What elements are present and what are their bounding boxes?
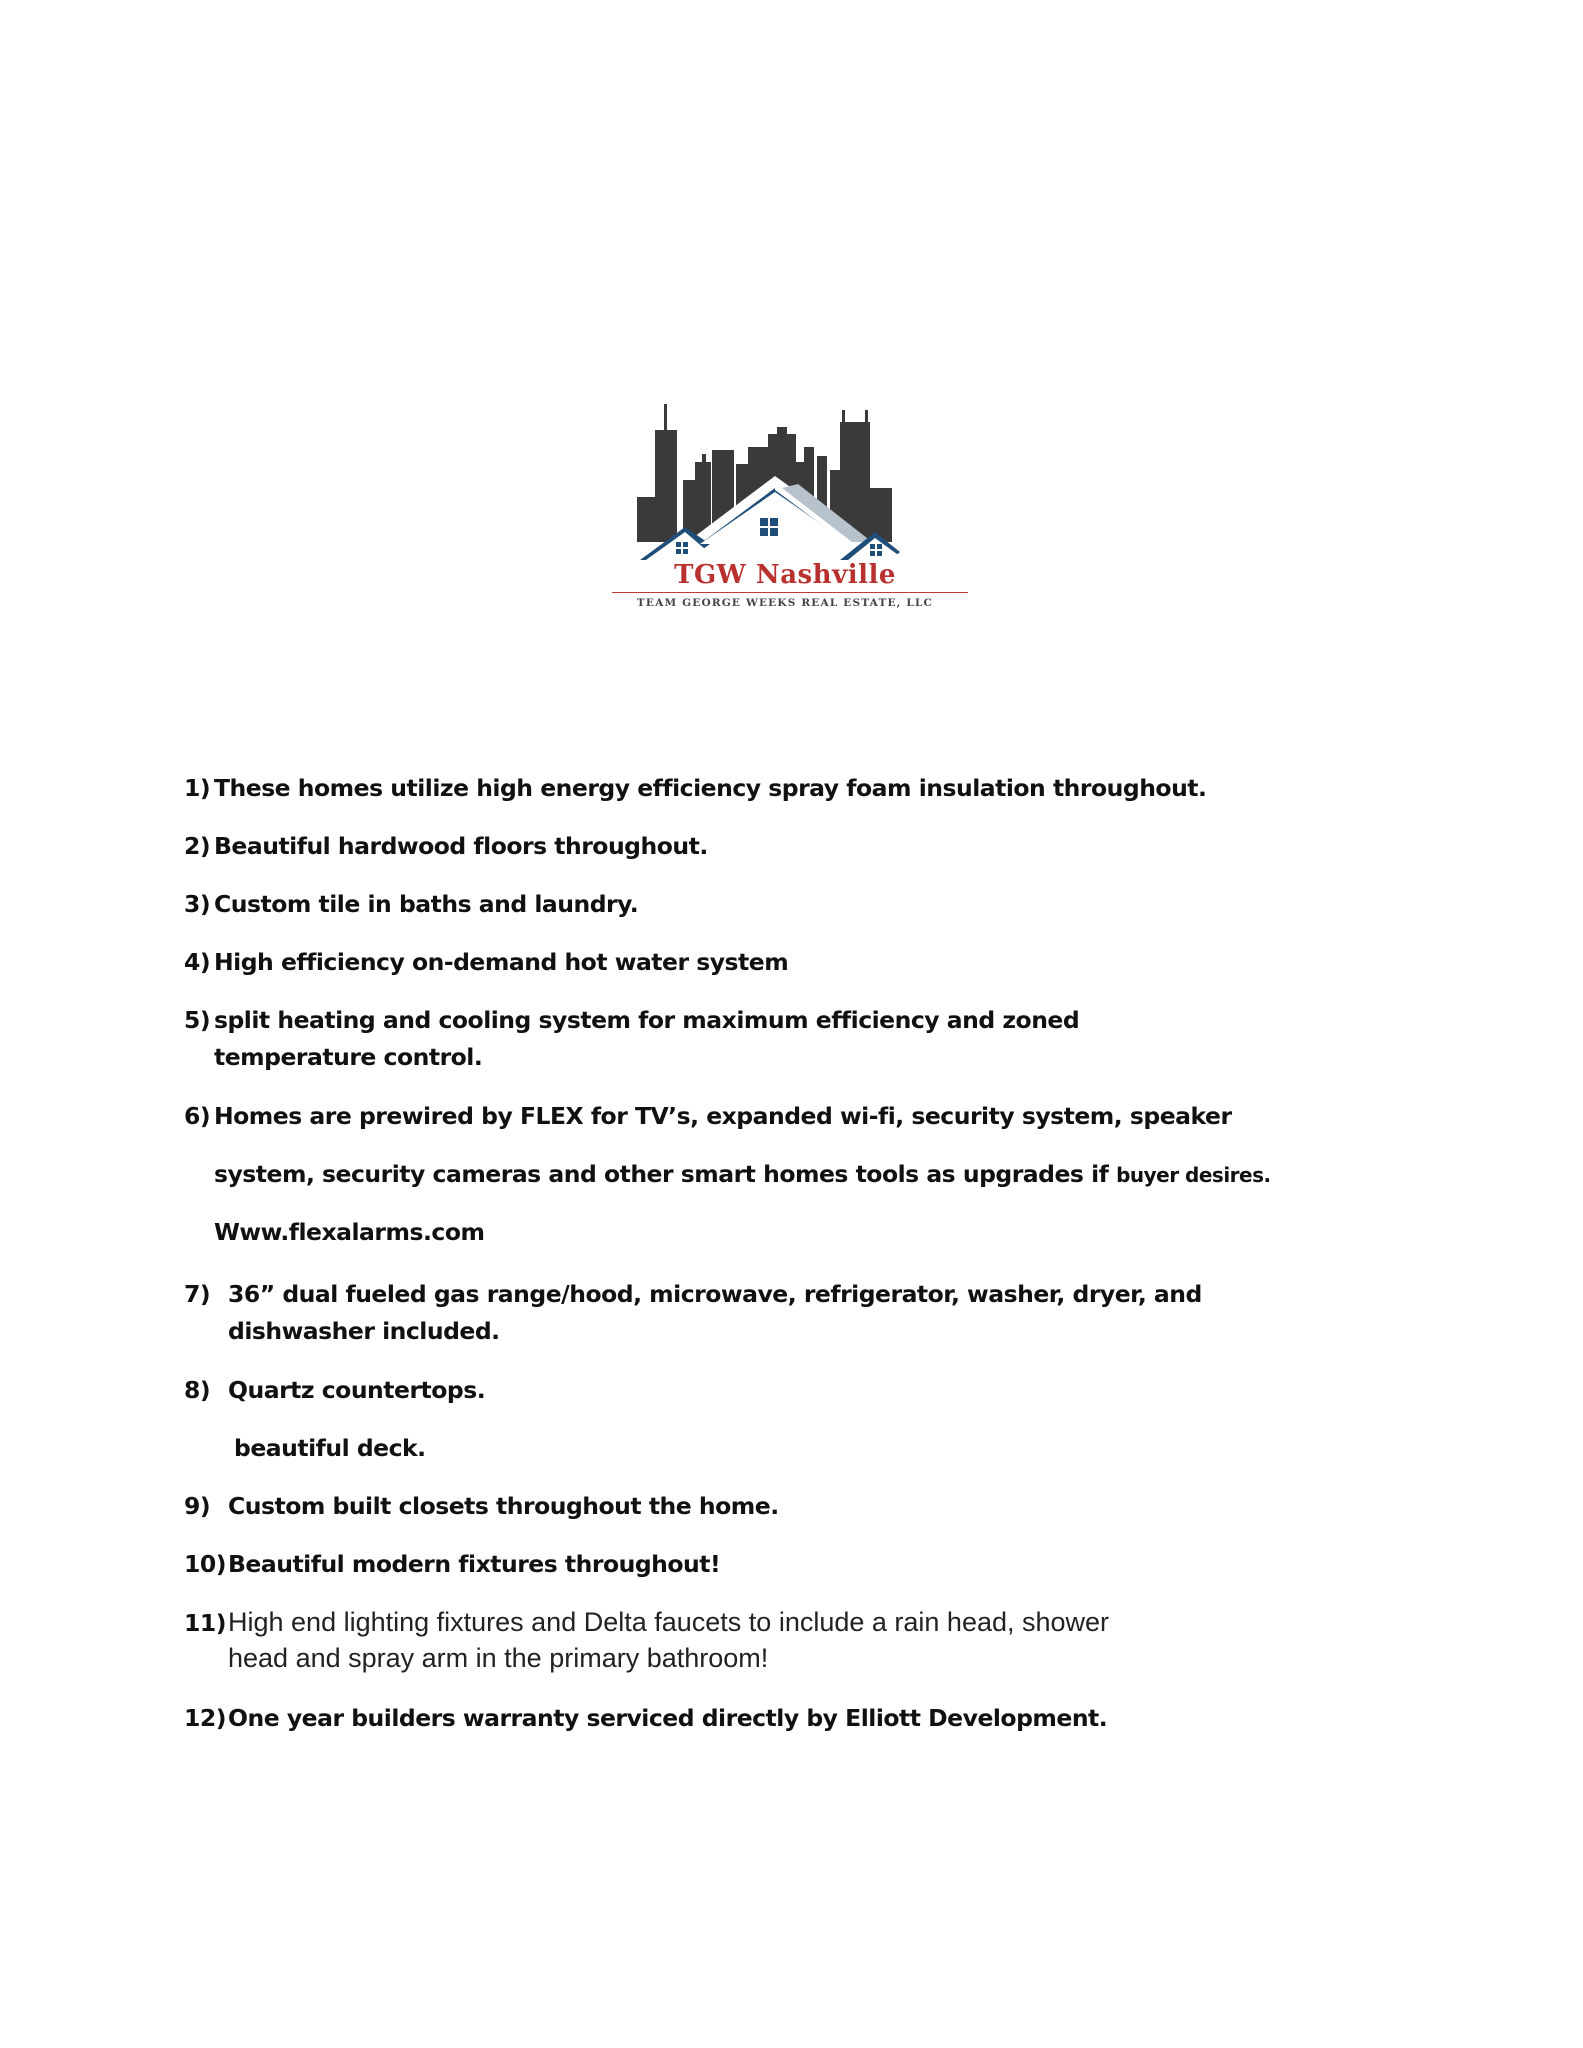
item-continuation: head and spray arm in the primary bathroom!	[228, 1643, 769, 1673]
item-text: Beautiful modern fixtures throughout!	[228, 1550, 721, 1578]
item-continuation: dishwasher included.	[228, 1317, 500, 1345]
item-number: 11)	[184, 1609, 226, 1637]
logo-name: TGW Nashville	[674, 560, 896, 590]
item-continuation-small: buyer desires.	[1116, 1163, 1271, 1187]
item-text: Homes are prewired by FLEX for TV’s, expanded wi-fi, security system, speaker	[214, 1102, 1232, 1130]
item-continuation: temperature control.	[214, 1043, 483, 1071]
skyline-house-logo-graphic	[590, 392, 980, 562]
item-continuation	[214, 1156, 1271, 1194]
item-number: 12)	[184, 1704, 226, 1732]
item-number: 2)	[184, 832, 211, 860]
list-item	[184, 1488, 1334, 1525]
list-item	[184, 770, 1334, 807]
item-number: 9)	[184, 1492, 211, 1520]
item-number: 6)	[184, 1102, 211, 1130]
item-number: 4)	[184, 948, 211, 976]
item-extra: beautiful deck.	[234, 1434, 426, 1462]
item-text: Custom built closets throughout the home.	[228, 1492, 779, 1520]
item-text: High efficiency on-demand hot water system	[214, 948, 789, 976]
item-text: 36” dual fueled gas range/hood, microwave, refrigerator, washer, dryer, and	[228, 1280, 1202, 1308]
list-item	[184, 828, 1334, 865]
logo-subtitle: TEAM GEORGE WEEKS REAL ESTATE, LLC	[636, 597, 934, 609]
list-item	[184, 944, 1334, 981]
item-number: 1)	[184, 774, 211, 802]
item-continuation-text: system, security cameras and other smart homes tools as upgrades if	[214, 1160, 1109, 1188]
item-text: Beautiful hardwood floors throughout.	[214, 832, 708, 860]
company-logo	[590, 392, 980, 622]
item-number: 7)	[184, 1280, 211, 1308]
list-item	[184, 1604, 1334, 1673]
list-item	[184, 1372, 1334, 1462]
item-number: 5)	[184, 1006, 211, 1034]
list-item	[184, 886, 1334, 923]
item-number: 3)	[184, 890, 211, 918]
item-number: 8)	[184, 1376, 211, 1404]
item-text: Custom tile in baths and laundry.	[214, 890, 639, 918]
item-text: Quartz countertops.	[228, 1376, 486, 1404]
item-text: High end lighting fixtures and Delta faucets to include a rain head, shower	[228, 1607, 1110, 1637]
list-item	[184, 1546, 1334, 1583]
website-link[interactable]: Www.flexalarms.com	[214, 1218, 485, 1246]
item-number: 10)	[184, 1550, 226, 1578]
item-text: split heating and cooling system for maximum efficiency and zoned	[214, 1006, 1080, 1034]
logo-divider	[612, 592, 968, 593]
item-text: These homes utilize high energy efficiency spray foam insulation throughout.	[214, 774, 1207, 802]
list-item	[184, 1098, 1334, 1246]
list-item	[184, 1700, 1334, 1737]
list-item	[184, 1002, 1334, 1071]
item-text: One year builders warranty serviced directly by Elliott Development.	[228, 1704, 1108, 1732]
list-item	[184, 1276, 1334, 1345]
